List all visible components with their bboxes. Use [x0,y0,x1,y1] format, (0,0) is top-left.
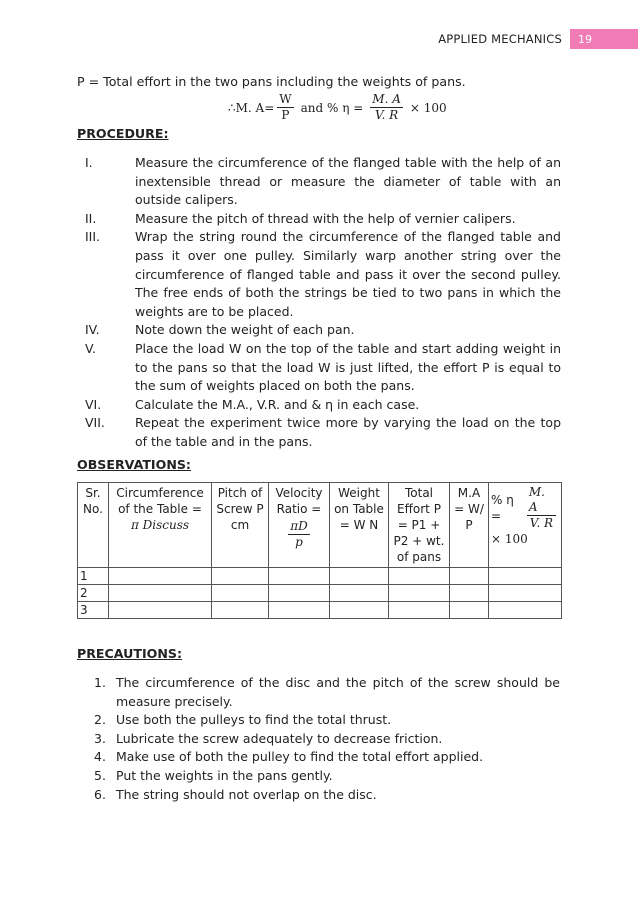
row-number: 3 [78,602,109,619]
list-item [85,340,561,396]
item-number: 4. [94,749,106,765]
item-text: Measure the pitch of thread with the help of vernier calipers. [135,210,516,226]
col-ma: M.A = W/ P [450,483,489,568]
col-sr-no: Sr. No. [78,483,109,568]
item-number: 5. [94,767,106,783]
table-row [78,568,562,585]
list-item [85,228,561,321]
formula-suffix: × 100 [409,100,447,115]
list-item [94,767,560,786]
col-circumference [109,483,212,568]
efficiency-col-denominator: V. R [529,516,554,530]
col-total-effort: Total Effort P = P1 + P2 + wt. of pans [389,483,450,568]
col-velocity-ratio [269,483,330,568]
page-header [438,29,638,49]
vr-numerator: πD [290,519,308,533]
col-pitch: Pitch of Screw P cm [212,483,269,568]
item-text: Note down the weight of each pan. [135,322,355,338]
precautions-list [94,674,560,804]
item-number: 3. [94,730,106,746]
item-number: IV. [85,322,100,338]
item-text: Make use of both the pulley to find the total effort applied. [116,749,484,765]
item-text: Put the weights in the pans gently. [116,767,333,783]
item-text: Measure the circumference of the flanged table with the help of an inextensible thread or measure the diameter of table with an outside calipers. [135,155,561,208]
circumference-label: Circumference of the Table = [116,486,204,516]
list-item [85,210,561,229]
row-number: 1 [78,568,109,585]
list-item [94,730,560,749]
ma-denominator: P [281,108,290,122]
item-text: Lubricate the screw adequately to decrease friction. [116,730,443,746]
ma-numerator: W [279,92,292,106]
observations-table [77,482,562,619]
col-weight: Weight on Table = W N [330,483,389,568]
item-text: Use both the pulleys to find the total thrust. [116,712,392,728]
formula-prefix: ∴M. A= [228,100,275,115]
procedure-list [85,154,561,452]
list-item [94,786,560,805]
efficiency-col-fraction [527,485,556,531]
ma-fraction [277,92,293,123]
item-number: II. [85,210,97,226]
item-number: V. [85,340,96,356]
efficiency-denominator: V. R [374,108,399,122]
item-text: Repeat the experiment twice more by varying the load on the top of the table and in the pans. [135,415,561,449]
list-item [85,154,561,210]
list-item [94,748,560,767]
item-text: The circumference of the disc and the pitch of the screw should be measure precisely. [116,675,560,709]
item-number: VI. [85,396,102,412]
row-number: 2 [78,585,109,602]
table-row [78,585,562,602]
list-item [85,396,561,415]
vr-fraction [288,519,310,550]
item-number: I. [85,155,93,170]
page-number-badge: 19 [570,29,638,49]
efficiency-suffix: × 100 [491,532,528,546]
header-title: APPLIED MECHANICS [438,32,562,46]
precautions-heading: PRECAUTIONS: [77,646,182,661]
efficiency-fraction [370,92,403,123]
formula [228,92,447,123]
item-number: III. [85,229,101,245]
vr-denominator: p [295,535,303,549]
item-number: 6. [94,786,106,802]
list-item [94,711,560,730]
list-item [85,414,561,451]
item-text: Calculate the M.A., V.R. and & η in each case. [135,396,420,412]
list-item [85,321,561,340]
item-text: The string should not overlap on the disc. [116,786,377,802]
item-number: 2. [94,712,106,728]
vr-label: Velocity Ratio = [275,486,323,516]
procedure-heading: PROCEDURE: [77,126,169,141]
formula-middle: and % η = [300,100,364,115]
col-efficiency [489,483,562,568]
table-header-row [78,483,562,568]
table-row [78,602,562,619]
list-item [94,674,560,711]
item-number: VII. [85,415,105,431]
item-number: 1. [94,675,106,690]
efficiency-col-numerator: M. A [527,485,556,516]
item-text: Place the load W on the top of the table and start adding weight in to the pans so that the load W is just lifted, the effort P is equal to the sum of weights placed on both the pans. [135,340,561,394]
efficiency-numerator: M. A [372,92,401,106]
item-text: Wrap the string round the circumference of the flanged table and pass it over one pulley. Similarly warp another string over the circumference of flanged table and pass it over the second pulley. The free ends of both the strings be tied to two pans in which the weights are to be placed. [135,229,561,319]
circumference-formula: π Discuss [130,518,190,532]
observations-heading: OBSERVATIONS: [77,457,191,472]
effort-definition: P = Total effort in the two pans including the weights of pans. [77,74,466,89]
efficiency-label: % η = [491,493,514,523]
